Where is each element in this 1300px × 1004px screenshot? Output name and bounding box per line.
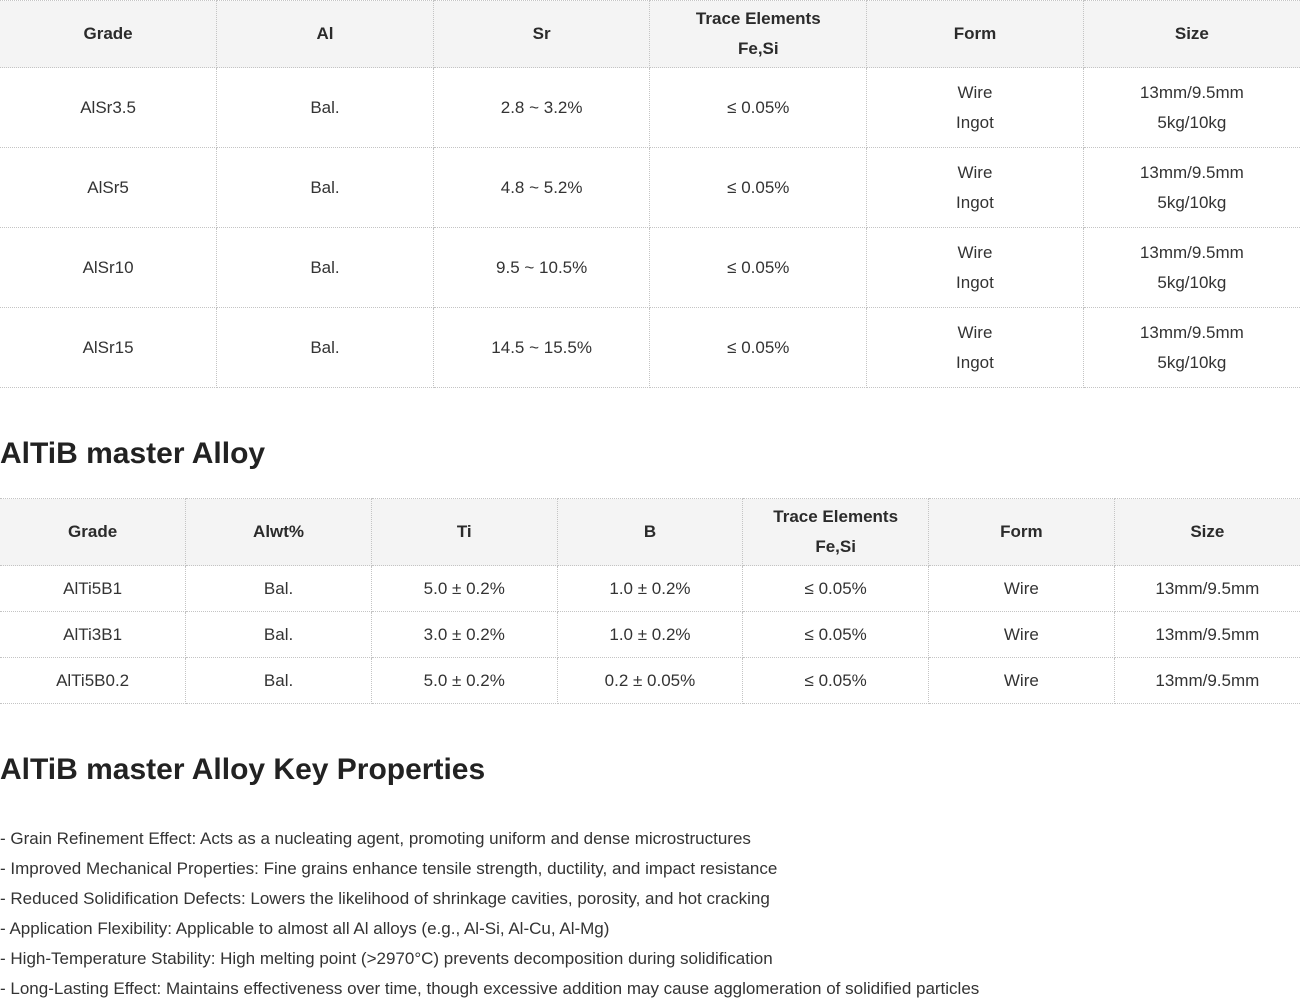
section-title-key-properties: AlTiB master Alloy Key Properties <box>0 753 486 786</box>
cell-size: 13mm/9.5mm <box>1114 658 1300 704</box>
cell-ti: 5.0 ± 0.2% <box>371 566 557 612</box>
size-line-1: 13mm/9.5mm <box>1139 322 1244 342</box>
section-heading-wrap <box>0 388 1300 498</box>
cell-grade: AlSr3.5 <box>0 68 217 148</box>
size-line-2: 5kg/10kg <box>1157 272 1227 292</box>
list-item: - Reduced Solidification Defects: Lowers the likelihood of shrinkage cavities, porosity, and hot cracking <box>0 889 770 908</box>
cell-ti: 5.0 ± 0.2% <box>371 658 557 704</box>
cell-b: 1.0 ± 0.2% <box>557 566 743 612</box>
cell-trace: ≤ 0.05% <box>650 148 867 228</box>
altib-table <box>0 498 1300 704</box>
cell-trace: ≤ 0.05% <box>650 308 867 388</box>
size-line-1: 13mm/9.5mm <box>1139 82 1244 102</box>
form-line-1: Wire <box>957 162 993 182</box>
table-row <box>0 566 1300 612</box>
table-row <box>0 148 1300 228</box>
table-row <box>0 308 1300 388</box>
cell-ti: 3.0 ± 0.2% <box>371 612 557 658</box>
table-header-row <box>0 499 1300 566</box>
header-size: Size <box>1083 1 1300 68</box>
header-alwt: Alwt% <box>186 499 372 566</box>
cell-form: Wire <box>929 566 1115 612</box>
header-grade: Grade <box>0 499 186 566</box>
size-line-2: 5kg/10kg <box>1157 192 1227 212</box>
header-al: Al <box>217 1 434 68</box>
cell-alwt: Bal. <box>186 658 372 704</box>
cell-form <box>867 308 1084 388</box>
cell-size <box>1083 68 1300 148</box>
size-line-1: 13mm/9.5mm <box>1139 162 1244 182</box>
cell-size <box>1083 308 1300 388</box>
cell-al: Bal. <box>217 228 434 308</box>
header-form: Form <box>867 1 1084 68</box>
cell-trace: ≤ 0.05% <box>650 228 867 308</box>
header-trace-sub: Fe,Si <box>815 537 856 556</box>
header-form: Form <box>929 499 1115 566</box>
header-trace-sub: Fe,Si <box>737 39 779 58</box>
cell-sr: 2.8 ~ 3.2% <box>433 68 650 148</box>
size-line-2: 5kg/10kg <box>1157 112 1227 132</box>
form-line-1: Wire <box>957 242 993 262</box>
size-line-2: 5kg/10kg <box>1157 352 1227 372</box>
form-line-1: Wire <box>957 322 993 342</box>
cell-al: Bal. <box>217 308 434 388</box>
cell-form <box>867 228 1084 308</box>
header-b: B <box>557 499 743 566</box>
alsr-table <box>0 0 1300 388</box>
header-size: Size <box>1114 499 1300 566</box>
form-line-2: Ingot <box>956 352 994 372</box>
cell-grade: AlTi5B1 <box>0 566 186 612</box>
list-item: - Application Flexibility: Applicable to almost all Al alloys (e.g., Al-Si, Al-Cu, Al-Mg) <box>0 919 610 938</box>
cell-grade: AlTi5B0.2 <box>0 658 186 704</box>
header-trace-label: Trace Elements <box>773 507 899 526</box>
table-row <box>0 658 1300 704</box>
cell-form <box>867 148 1084 228</box>
cell-trace: ≤ 0.05% <box>743 658 929 704</box>
header-trace <box>650 1 867 68</box>
list-item: - Improved Mechanical Properties: Fine grains enhance tensile strength, ductility, and impact resistance <box>0 859 778 878</box>
header-trace <box>743 499 929 566</box>
cell-sr: 4.8 ~ 5.2% <box>433 148 650 228</box>
section-heading-wrap <box>0 704 1300 814</box>
cell-grade: AlSr5 <box>0 148 217 228</box>
cell-form: Wire <box>929 658 1115 704</box>
form-line-2: Ingot <box>956 192 994 212</box>
cell-b: 0.2 ± 0.05% <box>557 658 743 704</box>
cell-al: Bal. <box>217 68 434 148</box>
cell-grade: AlSr10 <box>0 228 217 308</box>
cell-sr: 14.5 ~ 15.5% <box>433 308 650 388</box>
cell-grade: AlSr15 <box>0 308 217 388</box>
cell-grade: AlTi3B1 <box>0 612 186 658</box>
table-header-row <box>0 1 1300 68</box>
cell-sr: 9.5 ~ 10.5% <box>433 228 650 308</box>
form-line-2: Ingot <box>956 272 994 292</box>
key-properties-list <box>0 814 1300 1004</box>
cell-alwt: Bal. <box>186 566 372 612</box>
cell-al: Bal. <box>217 148 434 228</box>
cell-form: Wire <box>929 612 1115 658</box>
list-item: - Long-Lasting Effect: Maintains effectiveness over time, though excessive addition may cause agglomeration of solidified particles <box>0 979 980 998</box>
size-line-1: 13mm/9.5mm <box>1139 242 1244 262</box>
cell-size <box>1083 148 1300 228</box>
header-grade: Grade <box>0 1 217 68</box>
cell-alwt: Bal. <box>186 612 372 658</box>
cell-trace: ≤ 0.05% <box>650 68 867 148</box>
table-row <box>0 68 1300 148</box>
cell-size <box>1083 228 1300 308</box>
table-row <box>0 228 1300 308</box>
cell-form <box>867 68 1084 148</box>
cell-b: 1.0 ± 0.2% <box>557 612 743 658</box>
list-item: - High-Temperature Stability: High melting point (>2970°C) prevents decomposition during solidification <box>0 949 773 968</box>
header-sr: Sr <box>433 1 650 68</box>
section-title-altib: AlTiB master Alloy <box>0 437 266 470</box>
cell-size: 13mm/9.5mm <box>1114 566 1300 612</box>
form-line-2: Ingot <box>956 112 994 132</box>
cell-size: 13mm/9.5mm <box>1114 612 1300 658</box>
header-trace-label: Trace Elements <box>695 9 821 28</box>
cell-trace: ≤ 0.05% <box>743 612 929 658</box>
form-line-1: Wire <box>957 82 993 102</box>
header-ti: Ti <box>371 499 557 566</box>
table-row <box>0 612 1300 658</box>
cell-trace: ≤ 0.05% <box>743 566 929 612</box>
list-item: - Grain Refinement Effect: Acts as a nucleating agent, promoting uniform and dense microstructures <box>0 829 751 848</box>
